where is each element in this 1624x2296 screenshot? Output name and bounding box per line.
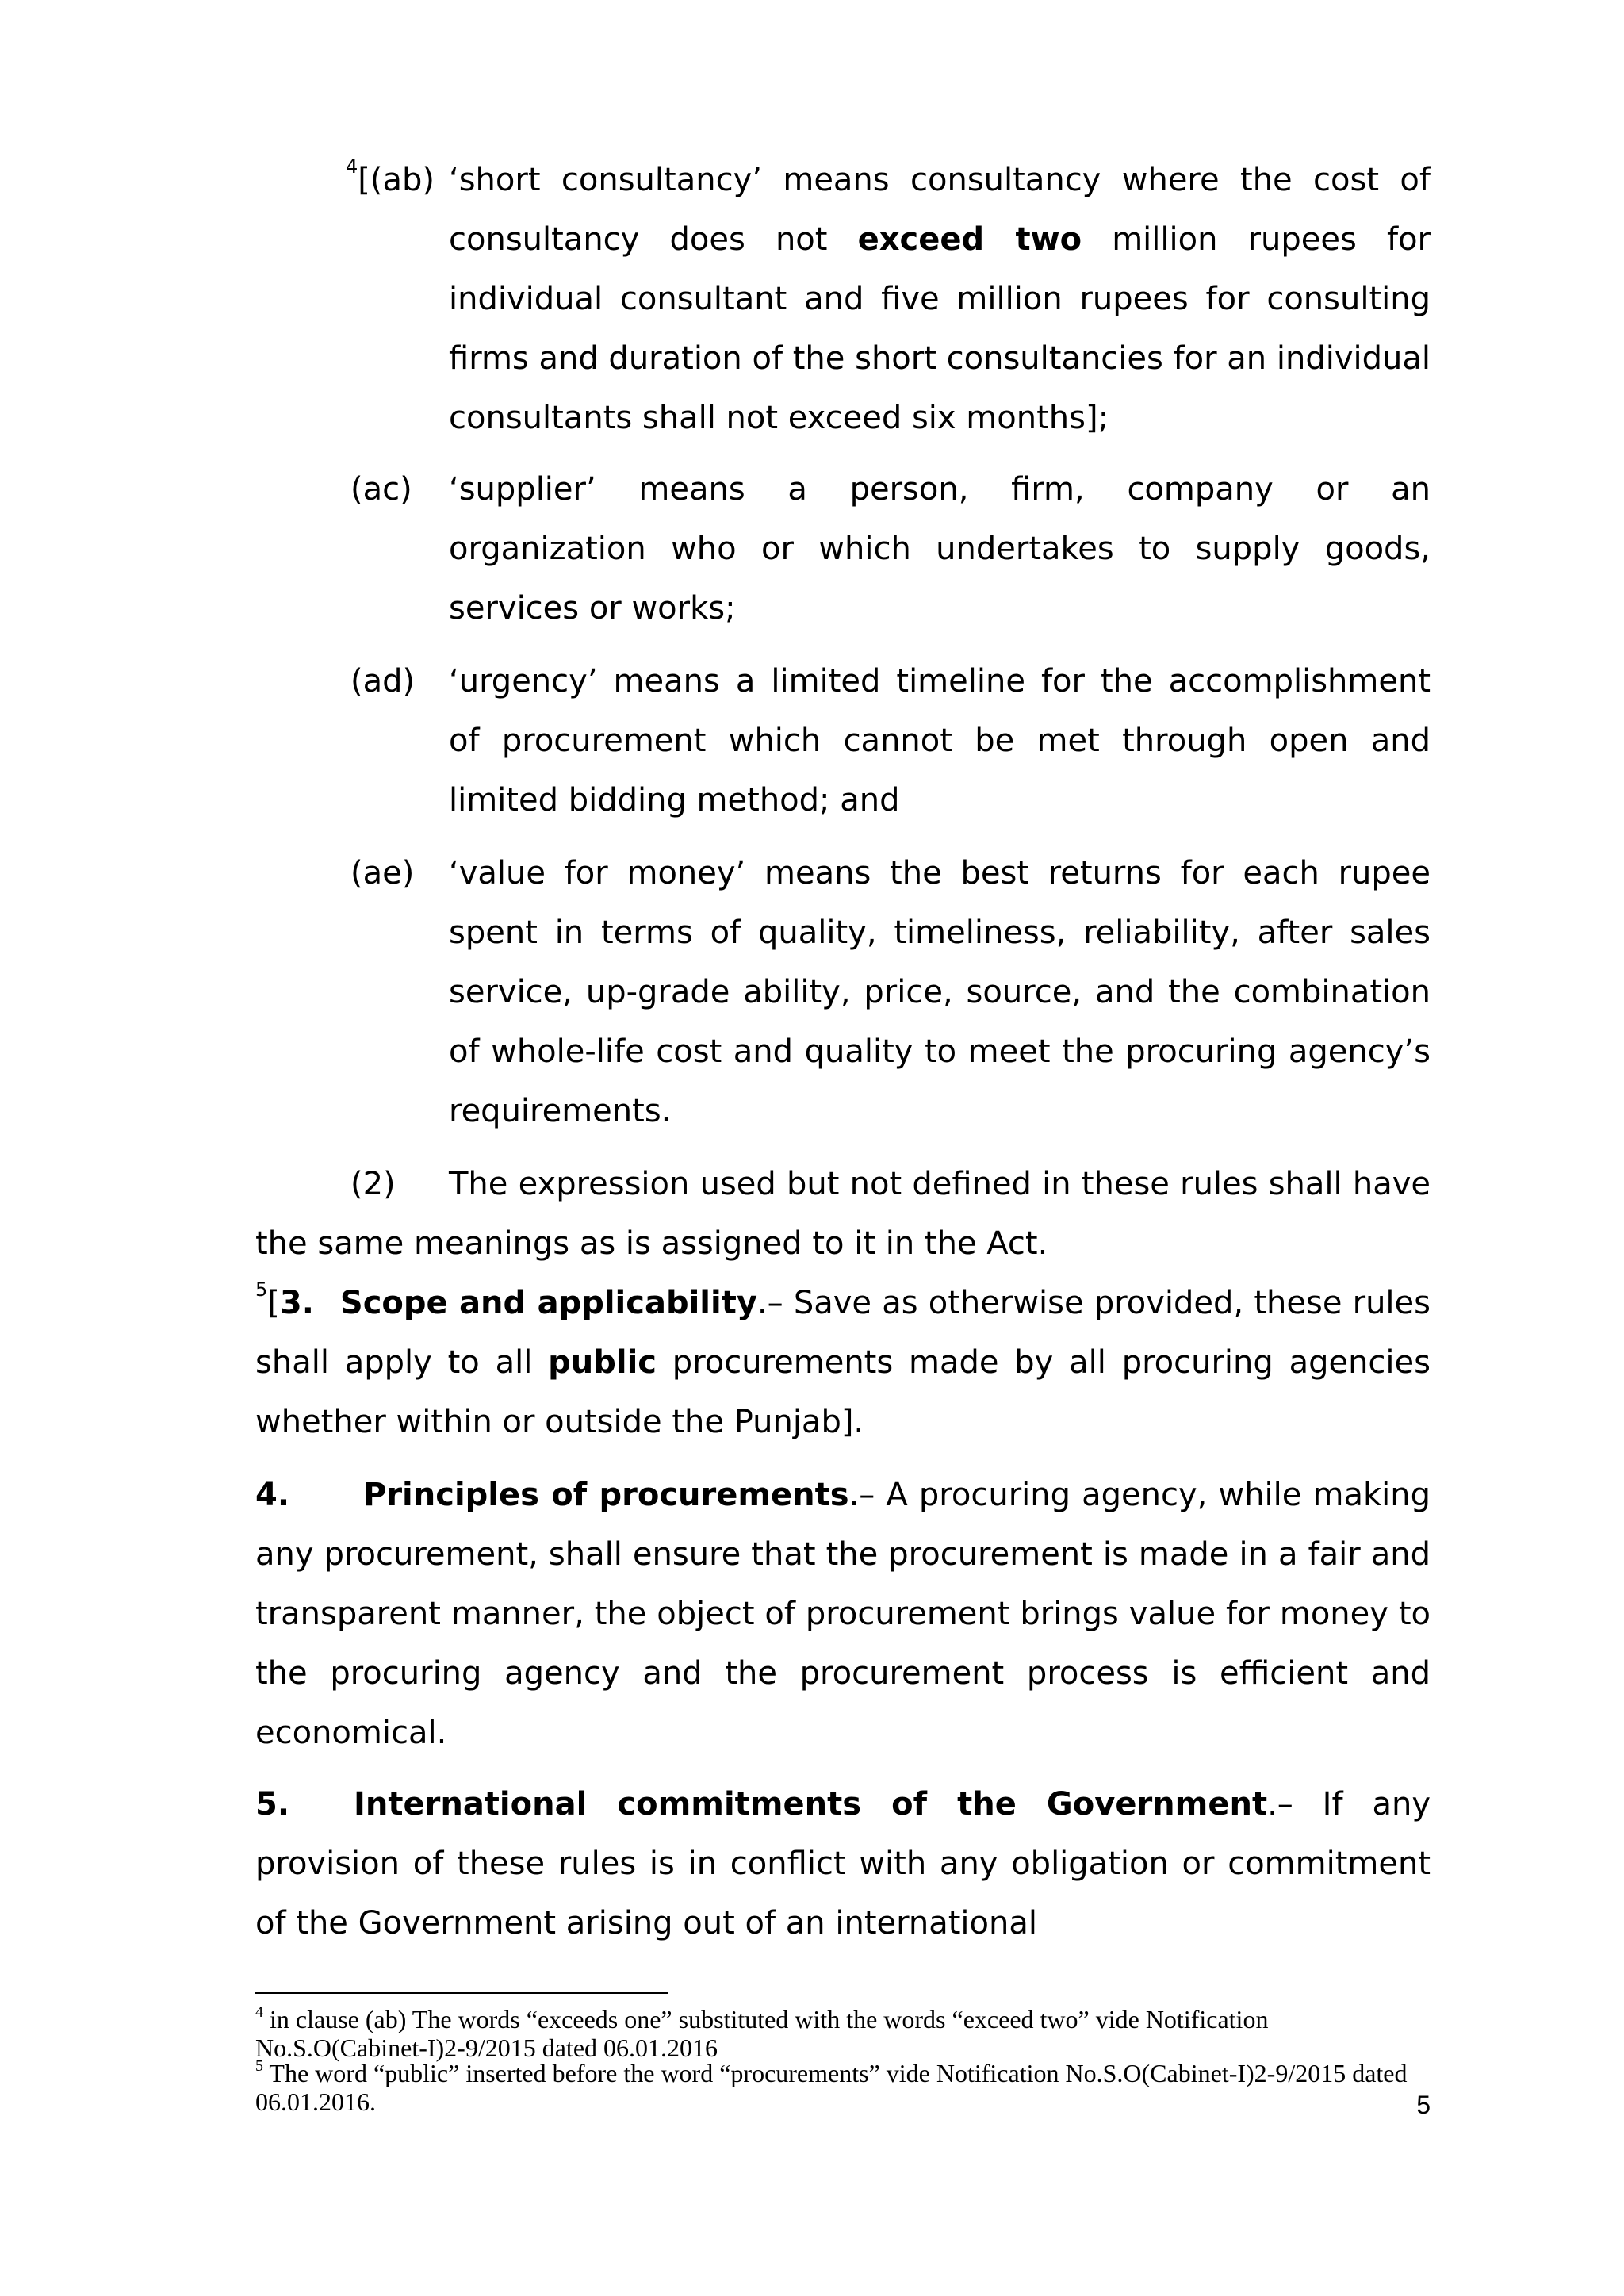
bold-phrase: exceed two bbox=[857, 221, 1082, 258]
rule-5: 5. International commitments of the Government.– If any provision of these rules is in conflict with any obligation or commitment of the Government arising out of an international bbox=[255, 1775, 1431, 1953]
definition-text: ‘supplier’ means a person, firm, company or an organization who or which undertakes to supply goods, services or works; bbox=[449, 471, 1431, 627]
subrule-label: (2) bbox=[350, 1166, 396, 1202]
footnote-5: $^5$ The word “public” inserted before the word “procurements” vide Notification No.S.O(Cabinet-I)2-9/2015 dated 06.01.2016. bbox=[255, 2057, 1408, 2116]
definition-label: $^4$[(ab) bbox=[346, 155, 435, 198]
rule-heading: Principles of procurements bbox=[363, 1477, 849, 1513]
definition-ad bbox=[350, 652, 1431, 830]
definition-label: (ac) bbox=[350, 471, 412, 508]
definition-text: ‘value for money’ means the best returns for each rupee spent in terms of quality, timeliness, reliability, after sales service, up-grade ability, price, source, and the combination of whole-life cost and quality to meet the procuring agency’s requirements. bbox=[449, 855, 1431, 1129]
footnote-separator bbox=[255, 1992, 668, 1994]
definition-ac bbox=[350, 460, 1431, 638]
bold-phrase: public bbox=[548, 1344, 657, 1381]
rule-4: 4. Principles of procurements.– A procuring agency, while making any procurement, shall ensure that the procurement is made in a fair and transparent manner, the object of procurement brings value for money to the procuring agency and the procurement process is efficient and economical. bbox=[255, 1466, 1431, 1763]
definition-ae bbox=[350, 844, 1431, 1141]
definition-label: (ad) bbox=[350, 663, 416, 700]
rule-number: 3. bbox=[279, 1285, 314, 1321]
definition-text: ‘short consultancy’ means consultancy where the cost of consultancy does not exceed two million rupees for individual consultant and five million rupees for consulting firms and duration of the short consultancies for an individual consultants shall not exceed six months]; bbox=[449, 162, 1431, 436]
rule-heading: International commitments of the Government bbox=[354, 1786, 1268, 1823]
definition-ab bbox=[346, 151, 1431, 448]
footnote-ref: 4 bbox=[346, 155, 358, 178]
footnote-number: 4 bbox=[255, 2003, 263, 2021]
page-number: 5 bbox=[1416, 2091, 1431, 2119]
definition-label: (ae) bbox=[350, 855, 415, 891]
subrule-2: (2) The expression used but not defined in these rules shall have the same meanings as is assigned to it in the Act. bbox=[255, 1155, 1431, 1274]
rule-3: $^5$[3. Scope and applicability.– Save as otherwise provided, these rules shall apply to all public procurements made by all procuring agencies whether within or outside the Punjab]. bbox=[255, 1274, 1431, 1452]
definition-text: ‘urgency’ means a limited timeline for the accomplishment of procurement which cannot be met through open and limited bidding method; and bbox=[449, 663, 1431, 818]
rule-heading: Scope and applicability bbox=[339, 1285, 757, 1321]
footnote-4: $^4$ in clause (ab) The words “exceeds one” substituted with the words “exceed two” vide Notification No.S.O(Cabinet-I)2-9/2015 dated 06.01.2016 bbox=[255, 2003, 1269, 2062]
rule-number: 4. bbox=[255, 1477, 290, 1513]
footnote-number: 5 bbox=[255, 2057, 263, 2075]
footnote-ref: 5 bbox=[255, 1278, 268, 1301]
rule-number: 5. bbox=[255, 1786, 290, 1823]
